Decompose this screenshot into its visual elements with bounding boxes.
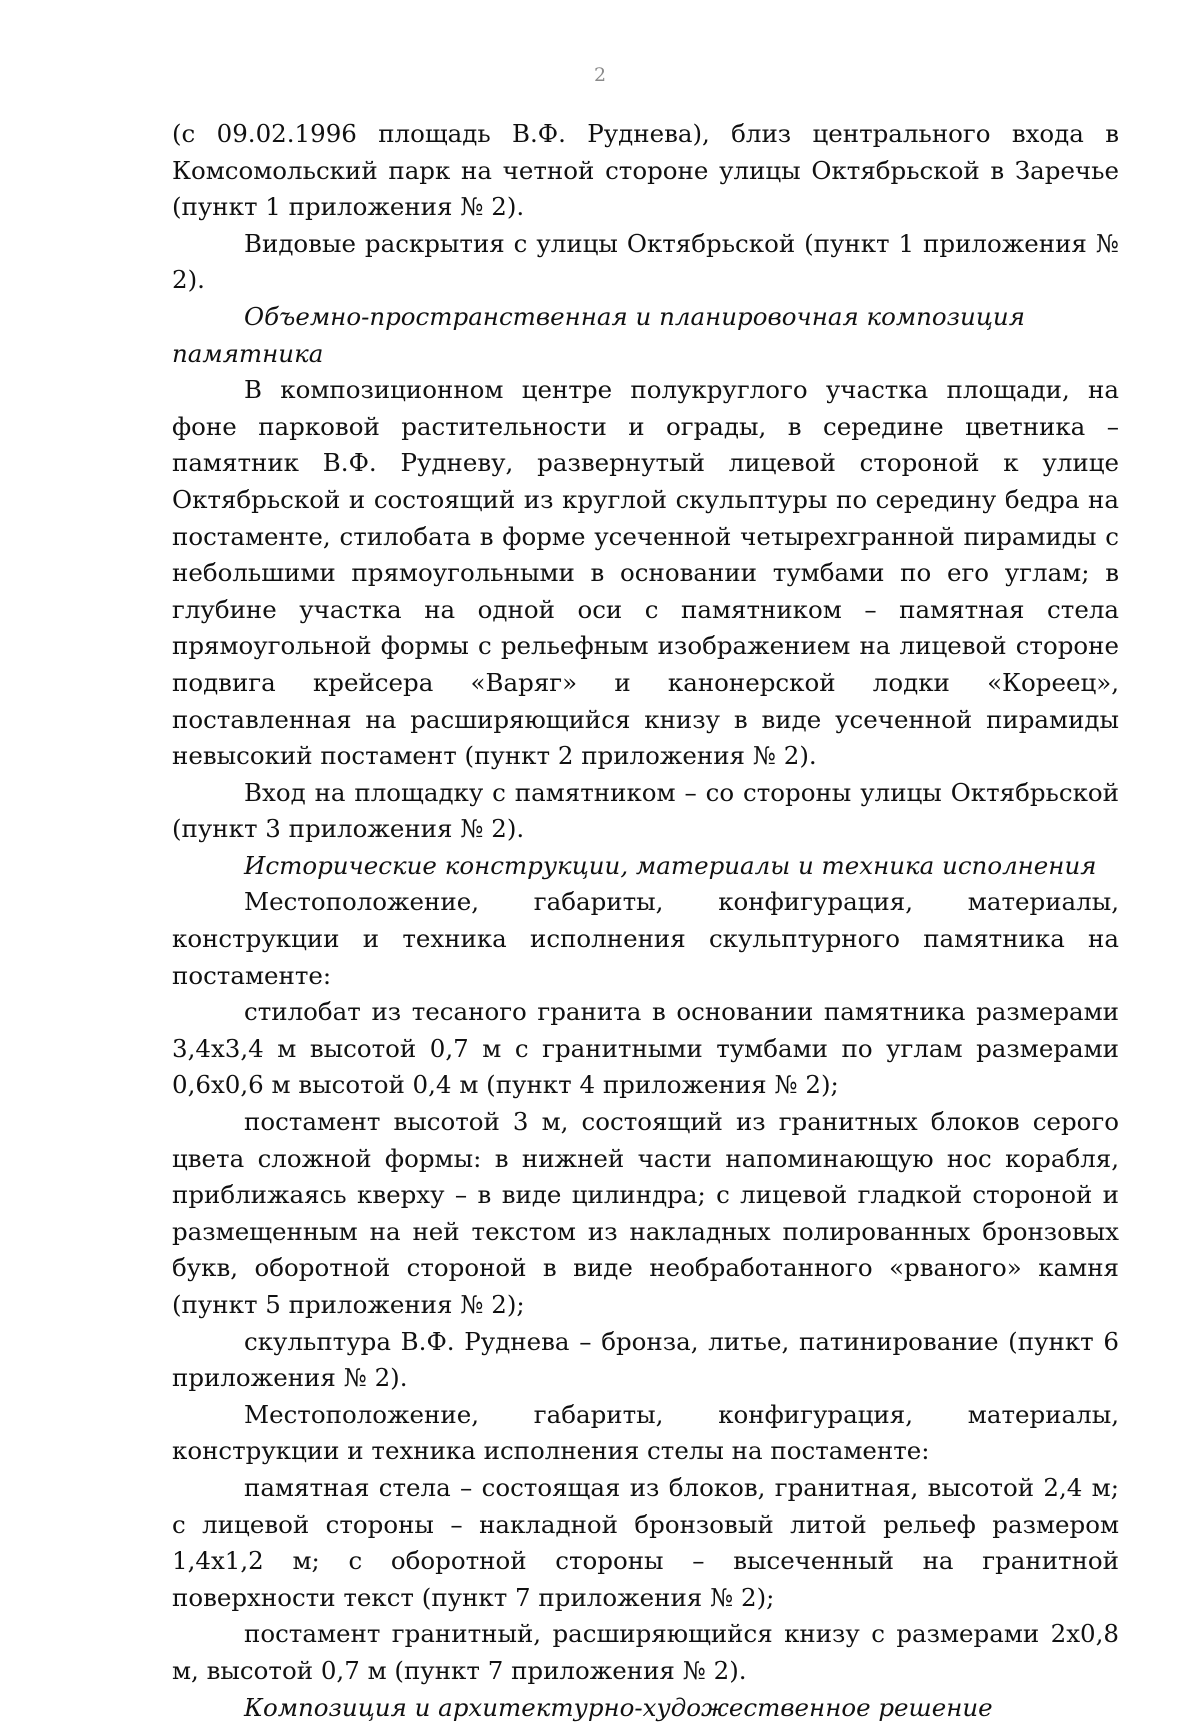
paragraph-stele-pedestal: постамент гранитный, расширяющийся книзу с размерами 2х0,8 м, высотой 0,7 м (пункт 7 приложения № 2). [172, 1619, 1119, 1685]
paragraph-stylobate: стилобат из тесаного гранита в основании памятника размерами 3,4х3,4 м высотой 0,7 м с гранитными тумбами по углам размерами 0,6х0,6 м высотой 0,4 м (пункт 4 приложения № 2); [172, 997, 1119, 1100]
paragraph-stele: памятная стела – состоящая из блоков, гранитная, высотой 2,4 м; с лицевой стороны – накладной бронзовый литой рельеф размером 1,4х1,2 м; с оборотной стороны – высеченный на гранитной поверхности текст (пункт 7 приложения № 2); [172, 1472, 1119, 1612]
paragraph-view-openings: Видовые раскрытия с улицы Октябрьской (пункт 1 приложения № 2). [172, 228, 1119, 295]
section-heading-composition: Объемно-пространственная и планировочная композиция памятника [172, 301, 1025, 368]
paragraph-composition-description: В композиционном центре полукруглого участка площади, на фоне парковой растительности и ограды, в середине цветника – памятник В.Ф. Рудневу, развернутый лицевой стороной к улице Октябрьской и состоящий из круглой скульптуры по середину бедра на постаменте, стилобата в форме усеченной четырехгранной пирамиды с небольшими прямоугольными в основании тумбами по его углам; в глубине участка на одной оси с памятником – памятная стела прямоугольной формы с рельефным изображением на лицевой стороне подвига крейсера «Варяг» и канонерской лодки «Кореец», поставленная на расширяющийся книзу в виде усеченной пирамиды невысокий постамент (пункт 2 приложения № 2). [172, 375, 1119, 771]
paragraph-location-continuation: (с 09.02.1996 площадь В.Ф. Руднева), близ центрального входа в Комсомольский парк на четной стороне улицы Октябрьской в Заречье (пункт 1 приложения № 2). [172, 119, 1119, 222]
paragraph-sculpture: скульптура В.Ф. Руднева – бронза, литье, патинирование (пункт 6 приложения № 2). [172, 1326, 1119, 1393]
page-number: 2 [593, 64, 607, 86]
section-heading-historic-structures: Исторические конструкции, материалы и техника исполнения [244, 850, 1097, 880]
document-body [172, 116, 1119, 1726]
paragraph-entrance: Вход на площадку с памятником – со стороны улицы Октябрьской (пункт 3 приложения № 2). [172, 777, 1119, 844]
paragraph-monument-intro: Местоположение, габариты, конфигурация, материалы, конструкции и техника исполнения скульптурного памятника на постаменте: [172, 887, 1119, 990]
paragraph-pedestal: постамент высотой 3 м, состоящий из гранитных блоков серого цвета сложной формы: в нижней части напоминающую нос корабля, приближаясь кверху – в виде цилиндра; с лицевой гладкой стороной и размещенным на ней текстом из накладных полированных бронзовых букв, оборотной стороной в виде необработанного «рваного» камня (пункт 5 приложения № 2); [172, 1107, 1119, 1319]
section-heading-architecture: Композиция и архитектурно-художественное решение [244, 1692, 993, 1722]
paragraph-stele-intro: Местоположение, габариты, конфигурация, материалы, конструкции и техника исполнения стелы на постаменте: [172, 1399, 1119, 1466]
